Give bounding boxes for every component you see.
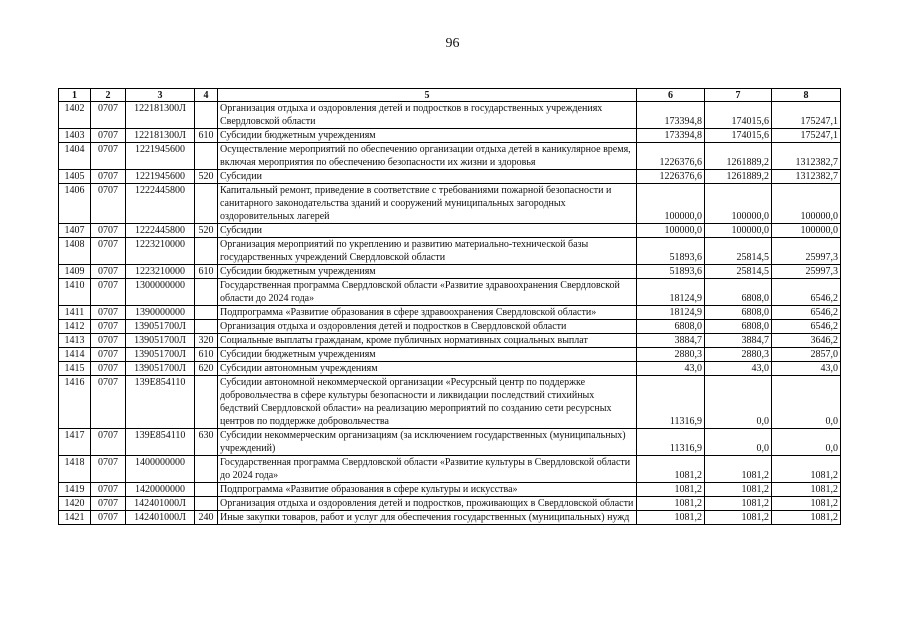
amount-cell: 51893,6: [637, 265, 705, 279]
description-cell: Капитальный ремонт, приведение в соответствие с требованиями пожарной безопасности и санитарного законодательства зданий и сооружений муниципальных загородных оздоровительных лагерей: [218, 184, 637, 224]
expense-type-cell: 320: [195, 334, 218, 348]
target-article-cell: 122181300Л: [126, 129, 195, 143]
target-article-cell: 1221945600: [126, 143, 195, 170]
amount-cell: 6808,0: [705, 320, 772, 334]
amount-cell: 2880,3: [705, 348, 772, 362]
description-cell: Социальные выплаты гражданам, кроме публичных нормативных социальных выплат: [218, 334, 637, 348]
table-row: [59, 238, 841, 265]
target-article-cell: 139051700Л: [126, 320, 195, 334]
section-code-cell: 0707: [91, 143, 126, 170]
row-number-cell: 1416: [59, 376, 91, 429]
description-cell: Субсидии автономной некоммерческой организации «Ресурсный центр по поддержке добровольчества в сфере культуры безопасности и ликвидации последствий стихийных бедствий Свердловской области» на реализацию мероприятий по созданию сети ресурсных центров по поддержке добровольчества: [218, 376, 637, 429]
description-cell: Субсидии бюджетным учреждениям: [218, 265, 637, 279]
row-number-cell: 1403: [59, 129, 91, 143]
amount-cell: 25814,5: [705, 238, 772, 265]
section-code-cell: 0707: [91, 483, 126, 497]
table-row: [59, 184, 841, 224]
amount-cell: 1312382,7: [772, 143, 841, 170]
table-row: [59, 483, 841, 497]
amount-cell: 3884,7: [705, 334, 772, 348]
target-article-cell: 1221945600: [126, 170, 195, 184]
amount-cell: 100000,0: [705, 224, 772, 238]
amount-cell: 1081,2: [705, 497, 772, 511]
column-header: 2: [91, 89, 126, 102]
section-code-cell: 0707: [91, 279, 126, 306]
amount-cell: 6546,2: [772, 320, 841, 334]
amount-cell: 100000,0: [637, 224, 705, 238]
amount-cell: 11316,9: [637, 429, 705, 456]
expense-type-cell: [195, 497, 218, 511]
section-code-cell: 0707: [91, 102, 126, 129]
amount-cell: 1081,2: [772, 497, 841, 511]
section-code-cell: 0707: [91, 376, 126, 429]
expense-type-cell: 610: [195, 129, 218, 143]
description-cell: Подпрограмма «Развитие образования в сфере культуры и искусства»: [218, 483, 637, 497]
amount-cell: 43,0: [705, 362, 772, 376]
table-row: [59, 129, 841, 143]
row-number-cell: 1405: [59, 170, 91, 184]
section-code-cell: 0707: [91, 348, 126, 362]
description-cell: Иные закупки товаров, работ и услуг для обеспечения государственных (муниципальных) нужд: [218, 511, 637, 525]
amount-cell: 173394,8: [637, 102, 705, 129]
column-header: 7: [705, 89, 772, 102]
budget-table: [58, 88, 841, 525]
description-cell: Субсидии бюджетным учреждениям: [218, 129, 637, 143]
amount-cell: 6546,2: [772, 306, 841, 320]
amount-cell: 1081,2: [637, 483, 705, 497]
section-code-cell: 0707: [91, 320, 126, 334]
table-row: [59, 224, 841, 238]
target-article-cell: 1223210000: [126, 238, 195, 265]
description-cell: Государственная программа Свердловской области «Развитие культуры в Свердловской области до 2024 года»: [218, 456, 637, 483]
amount-cell: 6546,2: [772, 279, 841, 306]
amount-cell: 1081,2: [637, 497, 705, 511]
section-code-cell: 0707: [91, 224, 126, 238]
target-article-cell: 1222445800: [126, 184, 195, 224]
section-code-cell: 0707: [91, 170, 126, 184]
description-cell: Подпрограмма «Развитие образования в сфере здравоохранения Свердловской области»: [218, 306, 637, 320]
amount-cell: 1226376,6: [637, 170, 705, 184]
section-code-cell: 0707: [91, 456, 126, 483]
amount-cell: 100000,0: [772, 224, 841, 238]
row-number-cell: 1409: [59, 265, 91, 279]
amount-cell: 1081,2: [637, 456, 705, 483]
description-cell: Организация отдыха и оздоровления детей и подростков, проживающих в Свердловской области: [218, 497, 637, 511]
expense-type-cell: 240: [195, 511, 218, 525]
table-row: [59, 143, 841, 170]
target-article-cell: 1222445800: [126, 224, 195, 238]
target-article-cell: 1223210000: [126, 265, 195, 279]
description-cell: Субсидии некоммерческим организациям (за исключением государственных (муниципальных) учреждений): [218, 429, 637, 456]
expense-type-cell: [195, 376, 218, 429]
row-number-cell: 1415: [59, 362, 91, 376]
section-code-cell: 0707: [91, 238, 126, 265]
section-code-cell: 0707: [91, 511, 126, 525]
amount-cell: 25997,3: [772, 238, 841, 265]
target-article-cell: 139E854110: [126, 376, 195, 429]
description-cell: Субсидии: [218, 170, 637, 184]
description-cell: Субсидии: [218, 224, 637, 238]
column-header: 4: [195, 89, 218, 102]
row-number-cell: 1419: [59, 483, 91, 497]
amount-cell: 1081,2: [637, 511, 705, 525]
amount-cell: 1261889,2: [705, 143, 772, 170]
amount-cell: 1226376,6: [637, 143, 705, 170]
target-article-cell: 1390000000: [126, 306, 195, 320]
amount-cell: 1081,2: [772, 483, 841, 497]
row-number-cell: 1402: [59, 102, 91, 129]
target-article-cell: 139051700Л: [126, 348, 195, 362]
table-row: [59, 348, 841, 362]
amount-cell: 2880,3: [637, 348, 705, 362]
amount-cell: 1081,2: [705, 456, 772, 483]
description-cell: Осуществление мероприятий по обеспечению организации отдыха детей в каникулярное время, включая мероприятия по обеспечению безопасности их жизни и здоровья: [218, 143, 637, 170]
amount-cell: 175247,1: [772, 102, 841, 129]
amount-cell: 0,0: [705, 376, 772, 429]
amount-cell: 1081,2: [772, 456, 841, 483]
amount-cell: 173394,8: [637, 129, 705, 143]
table-row: [59, 376, 841, 429]
section-code-cell: 0707: [91, 334, 126, 348]
target-article-cell: 139051700Л: [126, 334, 195, 348]
table-row: [59, 320, 841, 334]
description-cell: Организация отдыха и оздоровления детей и подростков в Свердловской области: [218, 320, 637, 334]
row-number-cell: 1407: [59, 224, 91, 238]
expense-type-cell: 610: [195, 265, 218, 279]
amount-cell: 1312382,7: [772, 170, 841, 184]
amount-cell: 100000,0: [705, 184, 772, 224]
target-article-cell: 1400000000: [126, 456, 195, 483]
amount-cell: 174015,6: [705, 129, 772, 143]
amount-cell: 6808,0: [705, 306, 772, 320]
section-code-cell: 0707: [91, 429, 126, 456]
row-number-cell: 1418: [59, 456, 91, 483]
table-row: [59, 102, 841, 129]
amount-cell: 175247,1: [772, 129, 841, 143]
description-cell: Субсидии автономным учреждениям: [218, 362, 637, 376]
expense-type-cell: [195, 483, 218, 497]
column-header: 6: [637, 89, 705, 102]
amount-cell: 0,0: [772, 429, 841, 456]
amount-cell: 43,0: [637, 362, 705, 376]
expense-type-cell: [195, 102, 218, 129]
row-number-cell: 1412: [59, 320, 91, 334]
amount-cell: 6808,0: [637, 320, 705, 334]
column-header: 5: [218, 89, 637, 102]
table-row: [59, 429, 841, 456]
table-header-row: [59, 89, 841, 102]
target-article-cell: 1300000000: [126, 279, 195, 306]
expense-type-cell: [195, 306, 218, 320]
row-number-cell: 1420: [59, 497, 91, 511]
expense-type-cell: [195, 320, 218, 334]
description-cell: Организация мероприятий по укреплению и развитию материально-технической базы государственных учреждений Свердловской области: [218, 238, 637, 265]
amount-cell: 174015,6: [705, 102, 772, 129]
table-row: [59, 456, 841, 483]
table-row: [59, 511, 841, 525]
table-row: [59, 265, 841, 279]
table-row: [59, 170, 841, 184]
expense-type-cell: 520: [195, 170, 218, 184]
description-cell: Субсидии бюджетным учреждениям: [218, 348, 637, 362]
amount-cell: 1081,2: [705, 511, 772, 525]
expense-type-cell: 620: [195, 362, 218, 376]
section-code-cell: 0707: [91, 184, 126, 224]
amount-cell: 25997,3: [772, 265, 841, 279]
target-article-cell: 139051700Л: [126, 362, 195, 376]
section-code-cell: 0707: [91, 265, 126, 279]
amount-cell: 11316,9: [637, 376, 705, 429]
section-code-cell: 0707: [91, 306, 126, 320]
row-number-cell: 1410: [59, 279, 91, 306]
expense-type-cell: 630: [195, 429, 218, 456]
row-number-cell: 1408: [59, 238, 91, 265]
expense-type-cell: 520: [195, 224, 218, 238]
amount-cell: 51893,6: [637, 238, 705, 265]
amount-cell: 1261889,2: [705, 170, 772, 184]
expense-type-cell: [195, 184, 218, 224]
amount-cell: 18124,9: [637, 306, 705, 320]
target-article-cell: 139E854110: [126, 429, 195, 456]
section-code-cell: 0707: [91, 129, 126, 143]
row-number-cell: 1404: [59, 143, 91, 170]
amount-cell: 100000,0: [637, 184, 705, 224]
expense-type-cell: [195, 456, 218, 483]
amount-cell: 18124,9: [637, 279, 705, 306]
amount-cell: 6808,0: [705, 279, 772, 306]
row-number-cell: 1406: [59, 184, 91, 224]
expense-type-cell: [195, 143, 218, 170]
table-row: [59, 362, 841, 376]
amount-cell: 1081,2: [705, 483, 772, 497]
amount-cell: 43,0: [772, 362, 841, 376]
amount-cell: 3884,7: [637, 334, 705, 348]
amount-cell: 0,0: [772, 376, 841, 429]
row-number-cell: 1421: [59, 511, 91, 525]
amount-cell: 2857,0: [772, 348, 841, 362]
expense-type-cell: [195, 238, 218, 265]
target-article-cell: 142401000Л: [126, 497, 195, 511]
section-code-cell: 0707: [91, 362, 126, 376]
target-article-cell: 142401000Л: [126, 511, 195, 525]
table-row: [59, 497, 841, 511]
column-header: 1: [59, 89, 91, 102]
row-number-cell: 1411: [59, 306, 91, 320]
target-article-cell: 122181300Л: [126, 102, 195, 129]
table-body: [59, 102, 841, 525]
description-cell: Государственная программа Свердловской области «Развитие здравоохранения Свердловской области до 2024 года»: [218, 279, 637, 306]
row-number-cell: 1417: [59, 429, 91, 456]
column-header: 8: [772, 89, 841, 102]
table-row: [59, 279, 841, 306]
target-article-cell: 1420000000: [126, 483, 195, 497]
amount-cell: 25814,5: [705, 265, 772, 279]
page-number: 96: [445, 36, 460, 51]
table-row: [59, 306, 841, 320]
amount-cell: 1081,2: [772, 511, 841, 525]
expense-type-cell: [195, 279, 218, 306]
amount-cell: 100000,0: [772, 184, 841, 224]
expense-type-cell: 610: [195, 348, 218, 362]
row-number-cell: 1413: [59, 334, 91, 348]
column-header: 3: [126, 89, 195, 102]
amount-cell: 3646,2: [772, 334, 841, 348]
row-number-cell: 1414: [59, 348, 91, 362]
section-code-cell: 0707: [91, 497, 126, 511]
description-cell: Организация отдыха и оздоровления детей и подростков в государственных учреждениях Свердловской области: [218, 102, 637, 129]
table-row: [59, 334, 841, 348]
amount-cell: 0,0: [705, 429, 772, 456]
